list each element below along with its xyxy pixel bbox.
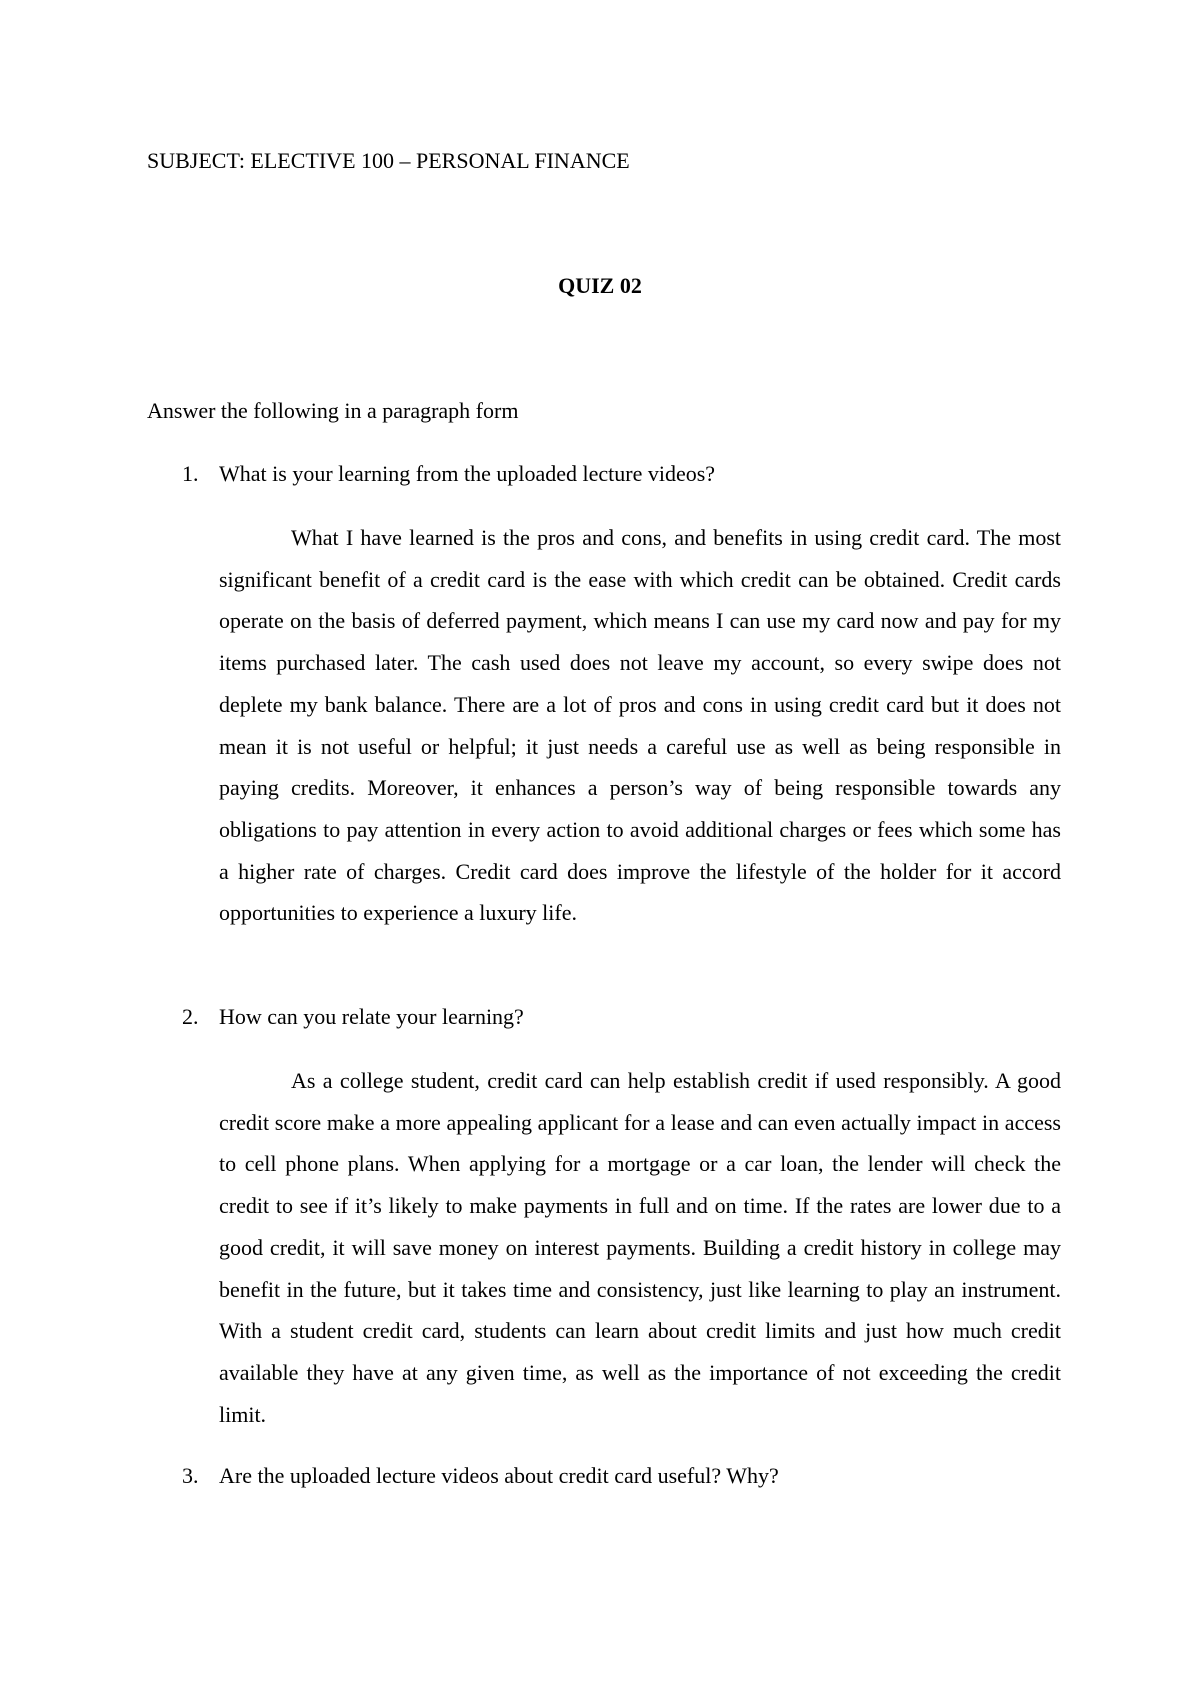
question-3	[147, 1462, 779, 1490]
question-text: How can you relate your learning?	[219, 1004, 524, 1029]
question-text: Are the uploaded lecture videos about credit card useful? Why?	[219, 1463, 779, 1488]
answer-1: What I have learned is the pros and cons, and benefits in using credit card. The most significant benefit of a credit card is the ease with which credit can be obtained. Credit cards operate on the basis of deferred payment, which means I can use my card now and pay for my items purchased later. The cash used does not leave my account, so every swipe does not deplete my bank balance. There are a lot of pros and cons in using credit card but it does not mean it is not useful or helpful; it just needs a careful use as well as being responsible in paying credits. Moreover, it enhances a person’s way of being responsible towards any obligations to pay attention in every action to avoid additional charges or fees which some has a higher rate of charges. Credit card does improve the lifestyle of the holder for it accord opportunities to experience a luxury life.	[219, 525, 1061, 926]
answer-2: As a college student, credit card can help establish credit if used responsibly. A good credit score make a more appealing applicant for a lease and can even actually impact in access to cell phone plans. When applying for a mortgage or a car loan, the lender will check the credit to see if it’s likely to make payments in full and on time. If the rates are lower due to a good credit, it will save money on interest payments. Building a credit history in college may benefit in the future, but it takes time and consistency, just like learning to play an instrument. With a student credit card, students can learn about credit limits and just how much credit available they have at any given time, as well as the importance of not exceeding the credit limit.	[219, 1068, 1061, 1427]
question-number: 1.	[182, 461, 199, 486]
question-text: What is your learning from the uploaded lecture videos?	[219, 461, 716, 486]
instructions: Answer the following in a paragraph form	[147, 398, 519, 423]
subject-line: SUBJECT: ELECTIVE 100 – PERSONAL FINANCE	[147, 148, 630, 173]
quiz-title: QUIZ 02	[558, 273, 642, 298]
question-number: 3.	[182, 1463, 199, 1488]
question-2	[147, 1003, 524, 1031]
question-number: 2.	[182, 1004, 199, 1029]
question-1	[147, 460, 715, 488]
